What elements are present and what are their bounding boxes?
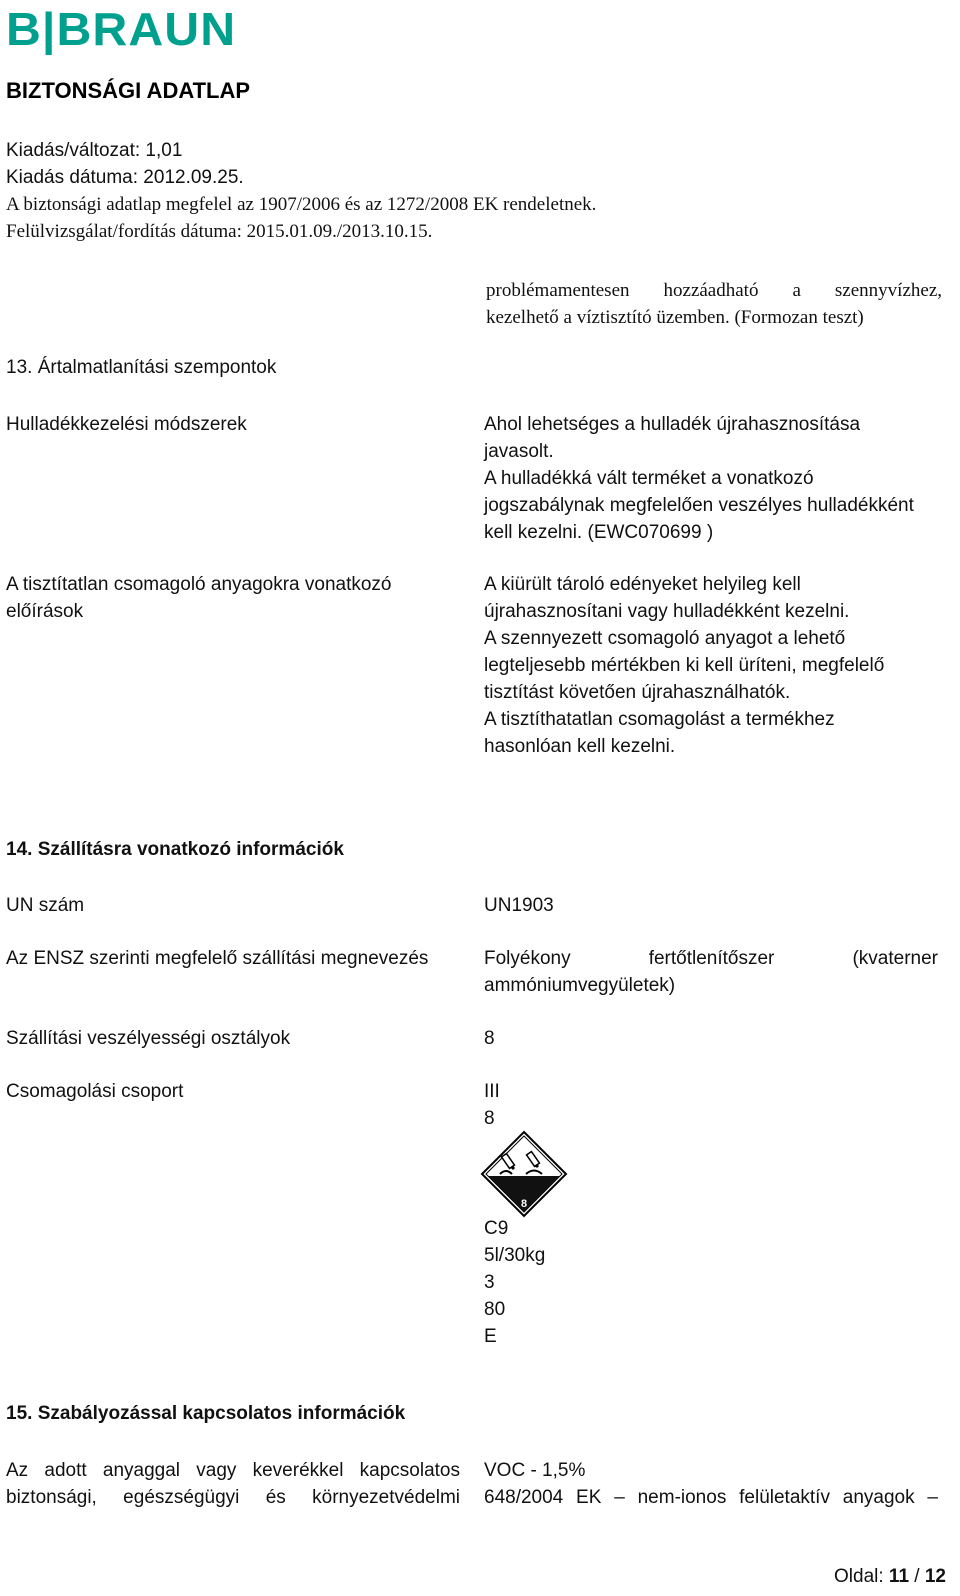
section-14-heading xyxy=(6,839,344,861)
page-number xyxy=(834,1566,946,1588)
regulation-label xyxy=(6,1457,460,1511)
value-line: A hulladékká vált terméket a vonatkozó xyxy=(484,468,814,489)
section-title: Ártalmatlanítási szempontok xyxy=(37,357,277,378)
value-line: jogszabálynak megfelelően veszélyes hulladékként xyxy=(484,495,914,516)
value-line: hasonlóan kell kezelni. xyxy=(484,736,676,757)
revision-date: Felülvizsgálat/fordítás dátuma: 2015.01.09./2013.10.15. xyxy=(6,221,433,242)
un-number-value: UN1903 xyxy=(484,895,554,916)
label-line: Az adott anyaggal vagy keverékkel kapcsolatos xyxy=(6,1460,460,1481)
hazard-class-value: 8 xyxy=(484,1028,495,1049)
packing-group-value xyxy=(484,1078,500,1132)
value-line: 3 xyxy=(484,1272,495,1293)
section-number: 13. xyxy=(6,357,33,378)
waste-methods-value xyxy=(484,411,914,546)
value-line: Folyékony fertőtlenítőszer (kvaterner xyxy=(484,948,938,969)
section-title: Szabályozással kapcsolatos információk xyxy=(37,1403,406,1424)
section-15-heading xyxy=(6,1403,405,1425)
value-line: Ahol lehetséges a hulladék újrahasznosítása xyxy=(484,414,861,435)
value-line: C9 xyxy=(484,1218,509,1239)
issue-version: Kiadás/változat: 1,01 xyxy=(6,140,183,161)
value-line: A szennyezett csomagoló anyagot a lehető xyxy=(484,628,846,649)
value-line: tisztítást követően újrahasználhatók. xyxy=(484,682,791,703)
value-line: 8 xyxy=(484,1108,495,1129)
shipping-name-label: Az ENSZ szerinti megfelelő szállítási megnevezés xyxy=(6,948,429,969)
value-line: ammóniumvegyületek) xyxy=(484,975,676,996)
value-line: kell kezelni. (EWC070699 ) xyxy=(484,522,714,543)
section-number: 15. xyxy=(6,1403,33,1424)
value-line: 5l/30kg xyxy=(484,1245,546,1266)
shipping-name-value xyxy=(484,945,938,999)
pictogram-number: 8 xyxy=(520,1198,528,1210)
value-line: A kiürült tároló edényeket helyileg kell xyxy=(484,574,801,595)
corrosive-icon xyxy=(480,1130,568,1218)
label-line: előírások xyxy=(6,601,84,622)
braun-logo: B|BRAUN xyxy=(6,3,237,55)
value-line: javasolt. xyxy=(484,441,554,462)
label-line: A tisztítatlan csomagoló anyagokra vonatkozó xyxy=(6,574,392,595)
value-line: legteljesebb mértékben ki kell üríteni, megfelelő xyxy=(484,655,885,676)
packaging-label xyxy=(6,571,392,625)
value-line: III xyxy=(484,1081,500,1102)
continuation-line: problémamentesen hozzáadható a szennyvízhez, xyxy=(486,280,942,301)
page-separator: / xyxy=(914,1566,920,1587)
section-13-heading xyxy=(6,357,276,379)
value-line: 80 xyxy=(484,1299,506,1320)
value-line: VOC - 1,5% xyxy=(484,1460,586,1481)
document-title: BIZTONSÁGI ADATLAP xyxy=(6,78,251,103)
issue-date: Kiadás dátuma: 2012.09.25. xyxy=(6,167,244,188)
regulation-note: A biztonsági adatlap megfelel az 1907/2006 és az 1272/2008 EK rendeletnek. xyxy=(6,194,597,215)
value-line: 648/2004 EK – nem-ionos felületaktív anyagok – xyxy=(484,1487,938,1508)
section-number: 14. xyxy=(6,839,33,860)
value-line: E xyxy=(484,1326,497,1347)
transport-extra-values xyxy=(484,1215,545,1350)
page-label: Oldal: xyxy=(834,1566,884,1587)
packaging-value xyxy=(484,571,884,760)
continuation-line: kezelhető a víztisztító üzemben. (Formozan teszt) xyxy=(486,307,864,328)
hazard-class-label: Szállítási veszélyességi osztályok xyxy=(6,1028,291,1049)
corrosive-hazard-pictogram xyxy=(480,1130,568,1218)
page-total: 12 xyxy=(924,1566,946,1587)
label-line: biztonsági, egészségügyi és környezetvédelmi xyxy=(6,1487,460,1508)
un-number-label: UN szám xyxy=(6,895,85,916)
continuation-text xyxy=(486,277,942,331)
waste-methods-label: Hulladékkezelési módszerek xyxy=(6,414,247,435)
section-title: Szállításra vonatkozó információk xyxy=(37,839,344,860)
page-current: 11 xyxy=(888,1566,910,1587)
value-line: A tisztíthatatlan csomagolást a termékhez xyxy=(484,709,835,730)
value-line: újrahasznosítani vagy hulladékként kezelni. xyxy=(484,601,850,622)
regulation-value xyxy=(484,1457,938,1511)
packing-group-label: Csomagolási csoport xyxy=(6,1081,184,1102)
